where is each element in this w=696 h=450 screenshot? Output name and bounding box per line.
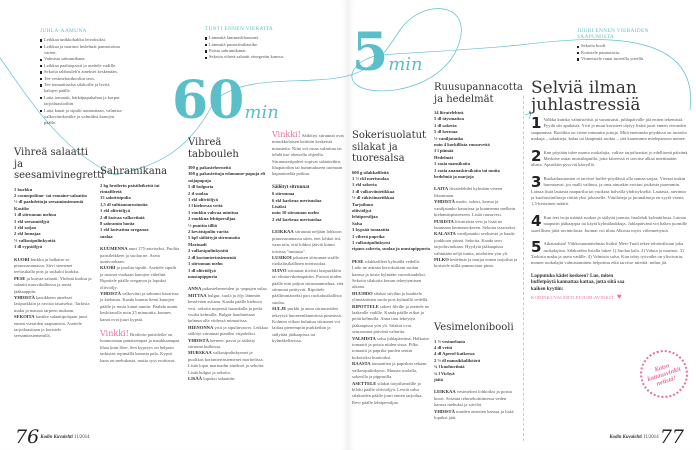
time-unit: min (388, 54, 423, 75)
ingredient: ¾ l kuohuviiniä (434, 364, 465, 370)
method-step (188, 325, 268, 338)
step-text: kurkku ja halkaise se pituussuunnassa. Siivi siemenet teelusikalla pois ja suikaloi kurkku. (14, 256, 80, 275)
checklist-item: Leikkaa unikkokakku leivoksiksi. (40, 37, 123, 43)
ingredient: 1 rkl oliiviöljyä (188, 197, 218, 203)
step-text: sitruunat tiiviisti lasipurkkiin tai elintarvikeämpäriin. Purista niiden päälle niin paljon sitruunanmehua, että sitruunat peittyvät. Ripottele päällimmäiseksi pari ruokalusikallista suolaa. (272, 267, 344, 305)
step-lead: HIENONNA (188, 324, 214, 330)
ingredient: 2 cosmopolitan- tai romaine-salaattia (14, 192, 87, 198)
checklist-item: Sekoita booli. (577, 43, 677, 49)
step-lead: VALMISTA (352, 335, 376, 341)
juuri-ennen-section (577, 28, 677, 63)
step-lead: LEIKKAA (434, 389, 456, 395)
section-heading: JUURI ENNEN VIERAIDEN SAAPUMISTA (577, 28, 649, 41)
checklist-item: Sekoita vihreä salaatti vinegretin kanssa. (205, 54, 340, 60)
ingredient: 1 rkl soijaa (14, 224, 36, 230)
checklist-item: Leikkaa ja marinoi hedelmät pannacottaa varten. (40, 44, 123, 57)
step-text: jokaisen sitruunan sisälle ruokalusikallinen merisuolaa. (272, 254, 340, 267)
step-text: purkki ja anna sitruunoiden tekeytyä huoneenlämmössä pimeässä. Kolmen viikon kuluttua sitruunat voi laittaa pienempiin purkkeihin ja säilyttää jääkaapissa tai kylmäkellarissa. (272, 306, 342, 344)
tip-number: 3 (531, 175, 542, 191)
ingredient: 2 kg broilerin paistileikettä tai rintafileetä (100, 182, 160, 194)
step-lead: PESE (352, 258, 364, 264)
checklist-item: Paista sahramikanat. (205, 48, 340, 54)
sixty-min-label (172, 70, 279, 131)
step-lead: ASETTELE (352, 380, 377, 386)
tunti-ennen-section (205, 26, 340, 61)
tip-text: Kun teet isoja määriä ruokaa ja säilytät juomia, huolehdi kylmätilasta. Lainaa naapurin jääkaappia tai käytä kylmälaukkuja. Juhlapäivänä voi hakea juomille saavillisen jäitä ravintolasta. Juomat voi tilata Alkosta myös viilennettyinä. (531, 214, 688, 233)
ingredient: 1 rkl sokeria (352, 182, 377, 188)
ingredient: ½ punttia tilliä (188, 222, 217, 228)
tips-list (531, 117, 689, 267)
method-step (434, 219, 518, 232)
tip-number: 1 (531, 117, 542, 132)
method-step (352, 361, 430, 380)
ingredient: 5 dl täysmaitoa (434, 116, 464, 122)
method-step (100, 291, 180, 323)
step-text: yrtit ja sipulinvarret. Leikkaa säilötyt sitruunat pieniksi viipaleiksi. (188, 324, 269, 337)
checklist-item: Sekoita tabbouleh'n ainekset keskenään. (40, 69, 123, 75)
step-text: silakkafileet kylmällä vedellä. Lado ne astiaan kerroksittain suolan kanssa ja nosta kylmään vuorokaudeksi. Sekoita silakoita kerran tekeytymisen aikana. (352, 258, 426, 290)
recipe-title: Ruusupannacotta ja hedelmät (434, 82, 523, 105)
method-step (272, 306, 344, 344)
ingredient: 1 ½ rkl merisuolaa (352, 175, 389, 181)
section-title: Selviä ilman juhlastressiä (531, 78, 641, 115)
ingredient: Lisäksi (272, 204, 287, 210)
ingredient-list (434, 110, 518, 180)
ingredient: 1 ruukku vahvaa minttua (188, 209, 239, 215)
ingredient: 1 dl rypsiöljyä (14, 244, 43, 250)
step-lead: SUIVO (272, 267, 287, 273)
tip-item (531, 117, 689, 143)
checklist (577, 43, 677, 62)
checklist (205, 35, 340, 61)
ingredient: 1 rkl kuivattua oreganoa (100, 227, 149, 233)
tip-label: Vinkki! (100, 329, 129, 339)
checklist-item: Laita tomaatit, härkäpapuhahna ja korput tarjoiluastioihin. (40, 95, 123, 108)
step-text: vaniljatanko seoksesta ja kaada joukkoon piimä. Sekoita. Kaada seos tarjoiluvuokaan. Hyydytä jääkaapissa vähintään neljä tuntia, mieluiten yön yli. (434, 231, 515, 256)
ingredient: suolaa (100, 233, 113, 239)
step-lead: SULJE (272, 306, 287, 312)
step-lead: YHDISTÄ (188, 337, 209, 343)
ingredient: ½ vaniljatanko (434, 135, 464, 141)
recipe-title: Vihreä tabbouleh (188, 137, 239, 160)
ingredient: 1 dl oliiviöljyä (188, 267, 216, 273)
method-step (14, 276, 94, 295)
method-step (352, 381, 430, 407)
tip-number: 4 (531, 214, 542, 230)
closing-text: Lopputuko kädet keskeen? Lue, miten buffetpöytä kannattaa kattaa, jotta siitä saa kaiken kyytiin: (531, 273, 625, 292)
ingredient: 4 dl vettä (434, 344, 453, 350)
ingredient-list (352, 170, 430, 253)
issue: 11/2014 (643, 435, 659, 441)
method-step (272, 268, 344, 306)
step-lead: KUORI (100, 265, 116, 271)
method-step (434, 186, 518, 199)
checklist-item: Valmista sahramikana. (40, 56, 123, 62)
step-text: pakasteherneiden ja -papujen sulaa. (201, 286, 268, 292)
method-step (352, 304, 430, 336)
step-text: silakat siivilän ja huuhtele ylimääräinen suola pois kylmällä vedellä. (352, 290, 429, 303)
tip-number: 5 (531, 241, 542, 257)
ingredient: 6 sitruunaa (272, 191, 295, 197)
step-text: ja puolita sipulit. Asettele sipulit ja rusinat vuokaan kanojen väleihin. Ripottele päälle oreganoa ja lopuksi oliiviöljy. (100, 265, 177, 290)
page-number: 77 (659, 426, 684, 448)
step-lead: YHDISTÄ (434, 408, 455, 414)
ingredient: jäitä (434, 376, 443, 382)
step-lead: SEKOITA (14, 314, 35, 320)
ingredient: 2 ruukkua lehtipersiljaa (188, 216, 236, 222)
ingredient-list (272, 191, 344, 223)
ingredient: 5 dl kermaa (434, 129, 458, 135)
ingredient: 2 ½ dl mansikkaliköörä (434, 357, 481, 363)
ingredient: 1 dl valkoviinietikkaa (352, 188, 395, 194)
step-lead: HUUHDO (352, 290, 373, 296)
section-heading: JUHLA-AAMUNA (40, 28, 87, 34)
step-text: tomaattien ja paprikan sekaan valkosipulinkynsi. Mausta suolalla, sokerilla ja pippurilla. (352, 361, 427, 380)
method-step (434, 389, 518, 408)
ingredient: 1 sitruunan mehu (188, 261, 223, 267)
ingredient: 1 rkl oliiviöljyä (100, 208, 130, 214)
time-number: 5 (352, 22, 389, 83)
step-lead: LISÄÄ (188, 376, 203, 381)
step-text: muiden ainesten kanssa ja lisää lopuksi jäät. (434, 408, 514, 420)
recipe-title: Vihreä salaatti ja seesamivinegretti (14, 147, 105, 181)
recipe-pannacotta (434, 82, 523, 270)
ingredient: 1 ½ vesimelonia (434, 338, 466, 344)
step-text: lopuksi salaattiin. (202, 376, 236, 381)
ingredient: 2 dl korianterinsiemeniä (188, 254, 236, 260)
step-lead: LUSIKOI (272, 254, 292, 260)
step-lead: ANNA (188, 286, 202, 292)
ingredient: 2 kevätsipulin vartta (188, 229, 229, 235)
ingredient: 8 sahramin luotia (100, 220, 135, 226)
step-lead: PURISTA (434, 218, 454, 224)
step-lead: KUORI (14, 256, 30, 262)
link-row (531, 291, 636, 301)
step-lead: MURSKAA (188, 350, 212, 356)
ingredient: 15 salottisipulia (100, 195, 131, 201)
method-step (100, 246, 180, 265)
ingredient: 1 l piimää (434, 148, 454, 154)
tip-item (531, 241, 689, 267)
ingredient: 1 kurkku (14, 186, 33, 192)
step-text: liivatteista vesi ja lisää ne kuumaan kermaseokseen. Sekoita tasaiseksi. (434, 218, 517, 230)
step-text: maito, sokeri, kerma ja vaniljatanko kasarissa ja kuumenna melkein kiehumispisteeseen. Lisää ruusuvesi. (434, 199, 516, 218)
time-unit: min (244, 102, 279, 123)
ingredient: 1 valkosipulinkynsi (352, 239, 390, 245)
recipe-title: Sahramikana (100, 166, 168, 177)
ingredient-list (14, 187, 94, 251)
recipe-title: Säilötyt sitruunat (272, 184, 310, 190)
ingredient-list (434, 339, 518, 384)
tip (272, 132, 344, 178)
ingredient: 300 g pakasteherneitä (188, 165, 231, 170)
ingredient: Kastike (14, 205, 30, 211)
step-lead: LAITA (434, 186, 449, 192)
ingredient: 600 g silakkafileitä (352, 169, 389, 175)
stamp-text: Katso kattausvinkit netistä! (646, 361, 682, 388)
ingredient: ½ valkosipulinkynttä (14, 237, 56, 243)
ingredient: ½ dl väkiviinaetikkaa (352, 195, 395, 201)
checklist-item: Viimeistele ruuat tuoreilla yrteillä. (577, 56, 677, 62)
step-text: vesimeloni lohkoiksi ja poista kuori. Soseuta tehosekoittimessa veden kanssa mehuksi ja siivilöi. (434, 389, 512, 408)
recipe-sailotyt-sitruunat (272, 132, 344, 345)
method-step (14, 295, 94, 314)
checklist-item: Koristele pannacotta. (577, 50, 677, 56)
ingredient: Salsa (352, 220, 363, 226)
ingredient: ¾ l Vichyä (434, 370, 455, 376)
ingredient: 1,5 dl sulttaanarusinoita (100, 201, 148, 207)
step-lead: PILKO (434, 256, 449, 262)
checklist-item: Tee tomaattisalsa silakoille ja levitä kalojen päälle. (40, 82, 123, 95)
step-text: sokeri fileille ja asettele ne laakealle vadille. Kaada päälle etikat ja peitä kelmulla. Anna taas tekeytyä jääkaapissa yön yli. Silakat ovat seuraavana päivänä valmiita. (352, 303, 430, 335)
section-heading: TUNTI ENNEN VIERAITA (205, 26, 274, 32)
tip-number: 2 (531, 149, 542, 165)
ingredient: 1 rasia ananaskirsikoita tai muita hedelmiä ja marjoja (434, 167, 500, 180)
ingredient: 5 dl bulguria (188, 184, 214, 190)
method-step (188, 376, 268, 382)
tip-item (531, 215, 689, 234)
tip-item (531, 176, 689, 208)
ingredient: noin 4 korkillista ruusuvettä (434, 142, 490, 148)
ingredient: 1 dl sitruunan mehua (14, 212, 56, 218)
ingredient: mustapippuria (188, 273, 218, 279)
ingredient: 2 valkosipulinkynttä (188, 248, 229, 254)
ingredient: Hedelmät (434, 154, 454, 160)
page-footer-right (574, 427, 684, 447)
step-lead: YHDISTÄ (14, 295, 35, 300)
ingredient: 1 l kiehuvaa vettä (188, 203, 223, 209)
tip-label: Vinkki! (272, 130, 301, 139)
ingredient: 3 kypsää tomaattia (352, 227, 390, 233)
recipe-tabbouleh (188, 137, 268, 382)
checklist-item: Leikkaa paahtopaisti ja asettele vadille. (40, 63, 123, 69)
method-step (434, 409, 518, 422)
recipe-vesimelonibooli (434, 322, 518, 421)
ingredient: lehtipersiljaa (352, 214, 378, 220)
ingredient: 1 rkl seesamiöljyä (14, 218, 50, 224)
checklist (40, 37, 123, 127)
tip-text: Broilerin paistileike on luonnostaan punaisempaa ja maukkaampaa lihaa kuin filee. Sen kypsyys on helpoin tarkistaa repimällä kanasta pala. Kypsä kana on mehukasta, mutta syyt erottuvat. (100, 332, 180, 363)
step-text: liivatelehdet kylmään veteen likoamaan. (434, 186, 503, 198)
ingredient: ½ dl paahdettuja seesaminsiemeniä (14, 199, 84, 205)
method-step (434, 199, 518, 218)
five-min-label (352, 22, 423, 83)
tip-text: Kun pöytään tulee monta ruokalajia, valitse tarjoiluastiat jo edellisenä päivänä. Merkitse astiat muistilapuilla, jotta kiireessä ei tarvitse alkaa miettimään alusta. Apuriktin pysyvät kärryillä. (531, 149, 689, 168)
step-text: kastikkeen ainekset lasipurkkiin ja ravista tasaiseksi. Tarkista maku ja mausta tarpeen mukaan. (14, 295, 90, 313)
step-text: valkosipulinkynnet ja puolikas korianterinsiemenet morttelissa. Lisää loput marinadin ainekset ja sekoita. Lisää bulgur ja sekoita. (188, 350, 265, 375)
step-lead: KALASTA (434, 231, 456, 237)
step-lead: RAASTA (352, 361, 371, 367)
method-step (352, 259, 430, 291)
ingredient: 2 dl kuivaa valkoviiniä (100, 214, 145, 220)
ingredient: 1 rasia mansikoita (434, 161, 470, 167)
website-link[interactable]: KODINKUVALEHTI.FI/JUHLAVINKIT (531, 294, 614, 300)
ingredient: 1 dl sokeria (434, 122, 457, 128)
method-step (188, 293, 268, 325)
ingredient: oliiviöljyä (352, 207, 372, 213)
juhla-aamuna-section (40, 28, 123, 127)
step-text: silakat tarjoiluvadille ja kiloki päälle oliiviöljyä. Levitä salsa silakoiden päälle juuri ennen tarjoilua. Revi päälle lehtipersiljaa. (352, 380, 423, 405)
tip-item (531, 150, 689, 169)
step-lead: PESE (14, 275, 26, 281)
recipe-vihrea-salaatti (14, 147, 105, 340)
method-step (352, 291, 430, 304)
checklist-item: Laita kanat ja sipulit uuniastiaan, valmista valkoviinikastike ja valmiiksi kanojen päälle. (40, 108, 123, 127)
step-text: kastike salaattipohjaan juuri ennen vieraiden saapumista. Asettele tarjoiluastiaan ja koristele seesaminsiemenillä. (14, 314, 88, 339)
step-lead: YHDISTÄ (434, 199, 455, 205)
ingredient: 4 dl Aperol-katkeroa (434, 351, 475, 357)
step-text: ja kuivaa salaatti. Yhdistä kurkut ja salaatti muovikulhossa ja nosta jääkaappiin. (14, 275, 92, 294)
ingredient: 2 rkl hunajaa (14, 231, 41, 237)
tip (100, 331, 180, 364)
ingredient: 5 kpl säilöttyjä sitruunoita (188, 235, 240, 241)
ingredient: Tarjoiluun (352, 201, 374, 207)
step-text: herneet, pavut ja säilötty sitruuna kulhossa. (188, 337, 256, 349)
step-lead: KUUMENNA (100, 246, 128, 252)
ingredient-list (100, 183, 180, 241)
step-text: bulgur, suola ja öljy lämmön kestävään astiaan. Kaada päälle kiehuva vesi, sekoita nopeasti haarukalla ja peitä vuoka kelmulla. Bulgur haudutetaan kelmun alla viidessä minuutissa. (188, 292, 262, 324)
method-step (272, 229, 344, 255)
ingredient: Marinadi (188, 241, 207, 247)
method-step (188, 350, 268, 376)
method-step (352, 336, 430, 362)
ingredient: 14 liivatelehteä (434, 110, 464, 115)
step-text: valkoviini ja sahrami kasarissa ja kiehauta. Kaada kuuma liemi kanojen päälle ja nosta kanat uuniin. Paahda uunin keskitasolla noin 25 minuuttia, kunnes kanat ovat juuri kypsiä. (100, 291, 179, 322)
method-step (188, 338, 268, 351)
page-footer-left (15, 427, 90, 447)
recipe-sahramikana (100, 166, 180, 364)
tip-text: Säilöttyt sitruunat ovat marokkolaisen keittiön keskeisiä mausteita. Niitä voi ostaa valmiina tai tehdä itse oheisella ohjeella. Sitruunaviipaleet sopivat salaatteihin, lihapatoihin tai hummukseen tuomaan hapanimelää potkua. (272, 133, 344, 177)
ingredient: noin 10 sitruunan mehu (272, 210, 319, 216)
method-step (14, 257, 94, 276)
page-number: 76 (15, 426, 40, 448)
recipe-silakat (352, 130, 430, 406)
method-step (434, 257, 518, 270)
checklist-item: Tee vesimelonibooliin seos. (40, 76, 123, 82)
magazine-name: Kodin Kuvalehti (609, 435, 642, 441)
ingredient: 300 g pakastettuja edamame-papuja eli soijapapuja (188, 171, 266, 183)
recipe-title: Vesimelonibooli (434, 322, 514, 333)
ingredient: ripaus sokeria, suolaa ja mustapippuria (352, 246, 430, 252)
tip-text: Valkka kuinka valmistelisit ja varautuisit, juhlapäivälle jää eniten tekemistä. Pyydä siis apukäsiä. Yrtit ja muut koristeet täytyy lisätä juuri ennen vieraiden saapumista. Boolikin on viime minuutin juttuja. Mitä enemmän pöydässä on tuoreita makuja – salaatteja, kalaa tai lämpimiä ruokia – sitä kauemmin mielepanoon menee. (531, 117, 687, 142)
ingredient: 2 rkl karkeaa merisuolaa (272, 216, 322, 222)
step-text: uuni 175-asteiseksi. Puolita paistileikkeet ja suolaa ne. Aseta uunivuokaan. (100, 246, 180, 264)
method-step (272, 255, 344, 268)
method-step (100, 265, 180, 291)
step-lead: LEIKKAA (272, 229, 294, 235)
ingredient: 2 tl suolaa (188, 190, 208, 196)
method-step (14, 314, 94, 340)
column-divider (523, 96, 524, 441)
magazine-name: Kodin Kuvalehti (40, 435, 73, 441)
ingredient: 6 rkl karkeaa merisuolaa (272, 197, 322, 203)
step-text: salsa juhlapäivänä. Halkaise tomaatit ja poista niiden sisus. Pilko tomaatit ja paprika puolen sentin kokoisiksi kuutioiksi. (352, 335, 429, 360)
step-lead: YHDISTÄ (100, 291, 121, 296)
heart-icon: ♥ (616, 291, 622, 301)
tip-text: Aikatauluta! Viikkosuunnitelman lisäksi Meri-Tuuli tekee tehtävälistan joka ruokalajista. Silakoiden listalla lukee 1) Suolaa kala. 2) Valuta ja marinoi. 3) Tarkista maku ja aseta vadille. 4) Valmista salsa. Kun tehty työvaihe on yliviivattu, monen ruokalajin valmistaminen helpottuu eikä tarvitse miettiä, mihin jäi. (531, 241, 684, 266)
step-text: hedelmät ja marjat ennen tarjoilua ja koristele niillä pannacotan pinta. (434, 256, 518, 269)
recipe-title: Sokerisuolatut silakat ja tuoresalsa (352, 130, 427, 164)
time-number: 60 (172, 70, 245, 131)
tip-text: Ruokailuautasten ei tarvitse buffet-pöydässä olla samaa sarjaa. Vieraat tuskin huomaavat, jos malli vaihtuu, ja oma ainoakin erottuu joukosta paremmin. Lainaa lisää lautasia naapurilta tai vuokraa halvalla yhdistykseltä. Lautasia, aterimia ja kuohuviinilaseja riittää yksi jokaiselle. Viinilaseja ja juomalaseja on syytä varata 1,5-kertainen määrä. (531, 175, 686, 207)
issue: 11/2014 (73, 435, 90, 441)
checklist-item: Lämmitä lammaslihaonnet. (205, 35, 340, 41)
checklist-item: Lämmitä punaviinikastike. (205, 42, 340, 48)
ingredient-list (188, 165, 268, 280)
method-step (434, 231, 518, 257)
step-text: sitruunat neljään lohkoon pituussuunnassa siten, etet lohkot irti, vaan niin, että lohkot jäävät kiinni toisissa "tumasta". (272, 229, 342, 254)
ingredient: 1 vihreä paprika (352, 233, 385, 239)
step-lead: MITTAA (188, 292, 207, 298)
step-lead: RIPOTTELE (352, 303, 379, 309)
stress-tips-section (531, 80, 689, 301)
